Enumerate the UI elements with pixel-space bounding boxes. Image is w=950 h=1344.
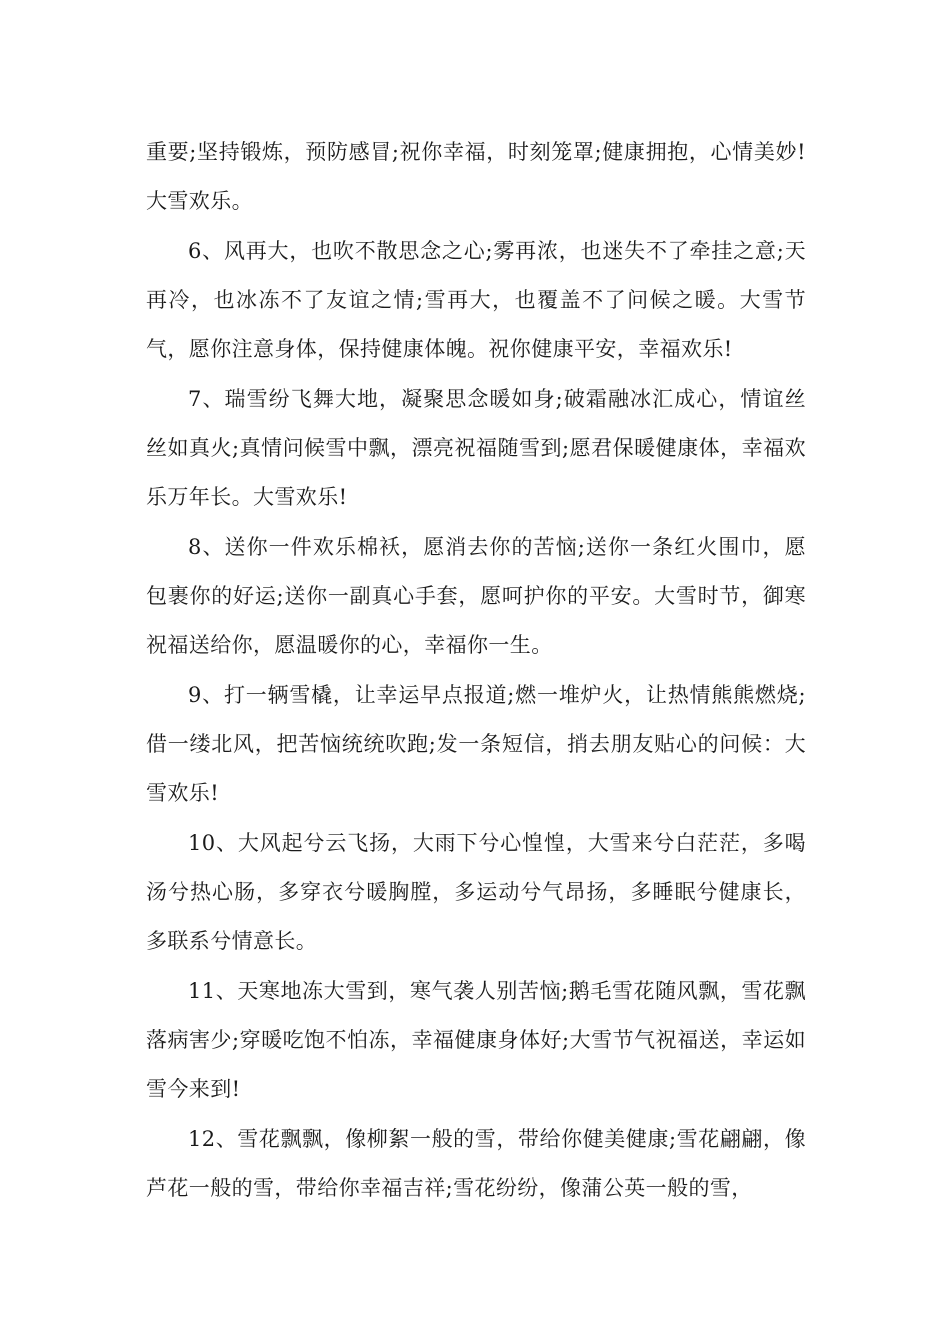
paragraph-8: 8、送你一件欢乐棉袄，愿消去你的苦恼;送你一条红火围巾，愿包裹你的好运;送你一副真心手套，愿呵护你的平安。大雪时节，御寒祝福送给你，愿温暖你的心，幸福你一生。: [146, 535, 806, 657]
paragraph-12: 12、雪花飘飘，像柳絮一般的雪，带给你健美健康;雪花翩翩，像芦花一般的雪，带给你幸福吉祥;雪花纷纷，像蒲公英一般的雪，: [146, 1127, 806, 1200]
paragraph-continued: 重要;坚持锻炼，预防感冒;祝你幸福，时刻笼罩;健康拥抱，心情美妙!大雪欢乐。: [146, 140, 806, 213]
paragraph-7: 7、瑞雪纷飞舞大地，凝聚思念暖如身;破霜融冰汇成心，情谊丝丝如真火;真情问候雪中飘，漂亮祝福随雪到;愿君保暖健康体，幸福欢乐万年长。大雪欢乐!: [146, 387, 806, 509]
paragraph-9: 9、打一辆雪橇，让幸运早点报道;燃一堆炉火，让热情熊熊燃烧;借一缕北风，把苦恼统统吹跑;发一条短信，捎去朋友贴心的问候：大雪欢乐!: [146, 683, 806, 805]
paragraph-10: 10、大风起兮云飞扬，大雨下兮心惶惶，大雪来兮白茫茫，多喝汤兮热心肠，多穿衣兮暖胸膛，多运动兮气昂扬，多睡眠兮健康长，多联系兮情意长。: [146, 831, 806, 953]
document-body: [146, 128, 806, 1214]
paragraph-6: 6、风再大，也吹不散思念之心;雾再浓，也迷失不了牵挂之意;天再冷，也冰冻不了友谊之情;雪再大，也覆盖不了问候之暖。大雪节气，愿你注意身体，保持健康体魄。祝你健康平安，幸福欢乐!: [146, 239, 806, 361]
paragraph-11: 11、天寒地冻大雪到，寒气袭人别苦恼;鹅毛雪花随风飘，雪花飘落病害少;穿暖吃饱不怕冻，幸福健康身体好;大雪节气祝福送，幸运如雪今来到!: [146, 979, 806, 1101]
